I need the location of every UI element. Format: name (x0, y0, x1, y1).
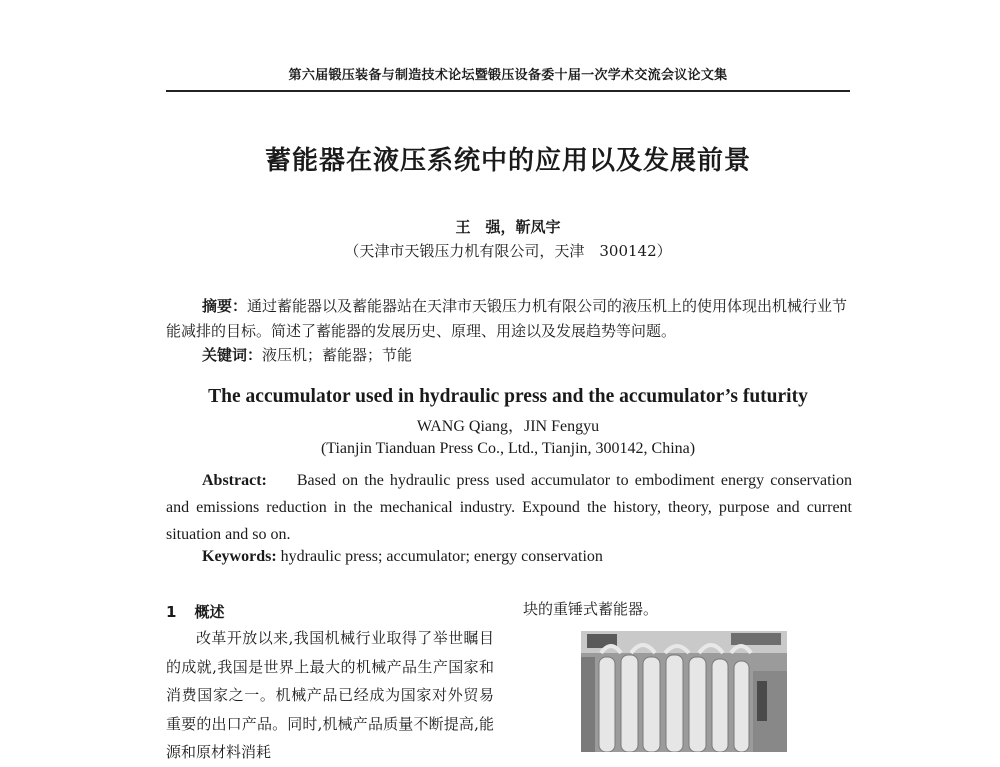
chinese-affiliation: （天津市天锻压力机有限公司，天津 300142） (344, 242, 672, 260)
chinese-abstract-label: 摘要： (202, 297, 248, 315)
english-keywords-label: Keywords: (202, 548, 277, 565)
english-abstract (166, 467, 852, 548)
english-abstract-label: Abstract: (202, 472, 267, 489)
section-heading (166, 601, 224, 622)
chinese-keywords-text: 液压机；蓄能器；节能 (262, 346, 413, 364)
english-authors: WANG Qiang，JIN Fengyu (416, 418, 600, 435)
chinese-abstract-text: 通过蓄能器以及蓄能器站在天津市天锻压力机有限公司的液压机上的使用体现出机械行业节能减排的目标。简述了蓄能器的发展历史、原理、用途以及发展趋势等问题。 (166, 297, 848, 340)
english-keywords (202, 548, 842, 566)
chinese-abstract (166, 294, 852, 344)
accumulator-station-photo (581, 631, 787, 752)
chinese-title: 蓄能器在液压系统中的应用以及发展前景 (264, 146, 751, 176)
column2-continuation: 块的重锤式蓄能器。 (523, 600, 659, 618)
section-number: 1 (166, 603, 177, 621)
english-keywords-text: hydraulic press; accumulator; energy conservation (280, 548, 603, 565)
running-header: 第六届锻压装备与制造技术论坛暨锻压设备委十届一次学术交流会议论文集 (288, 68, 728, 83)
english-title: The accumulator used in hydraulic press and the accumulator’s futurity (208, 386, 808, 407)
header-rule (166, 90, 850, 92)
section-paragraph: 改革开放以来,我国机械行业取得了举世瞩目的成就,我国是世界上最大的机械产品生产国家和消费国家之一。机械产品已经成为国家对外贸易重要的出口产品。同时,机械产品质量不断提高,能源和原材料消耗 (166, 629, 494, 761)
chinese-keywords (202, 344, 842, 365)
chinese-keywords-label: 关键词： (202, 346, 263, 364)
chinese-authors: 王 强，靳凤宇 (455, 218, 561, 236)
english-affiliation: (Tianjin Tianduan Press Co., Ltd., Tianjin, 300142, China) (320, 440, 696, 457)
english-abstract-text: Based on the hydraulic press used accumulator to embodiment energy conservation and emissions reduction in the mechanical industry. Expound the history, theory, purpose and current situation and so on. (166, 472, 852, 543)
photo-illustration (581, 631, 787, 752)
section-title: 概述 (194, 603, 225, 621)
